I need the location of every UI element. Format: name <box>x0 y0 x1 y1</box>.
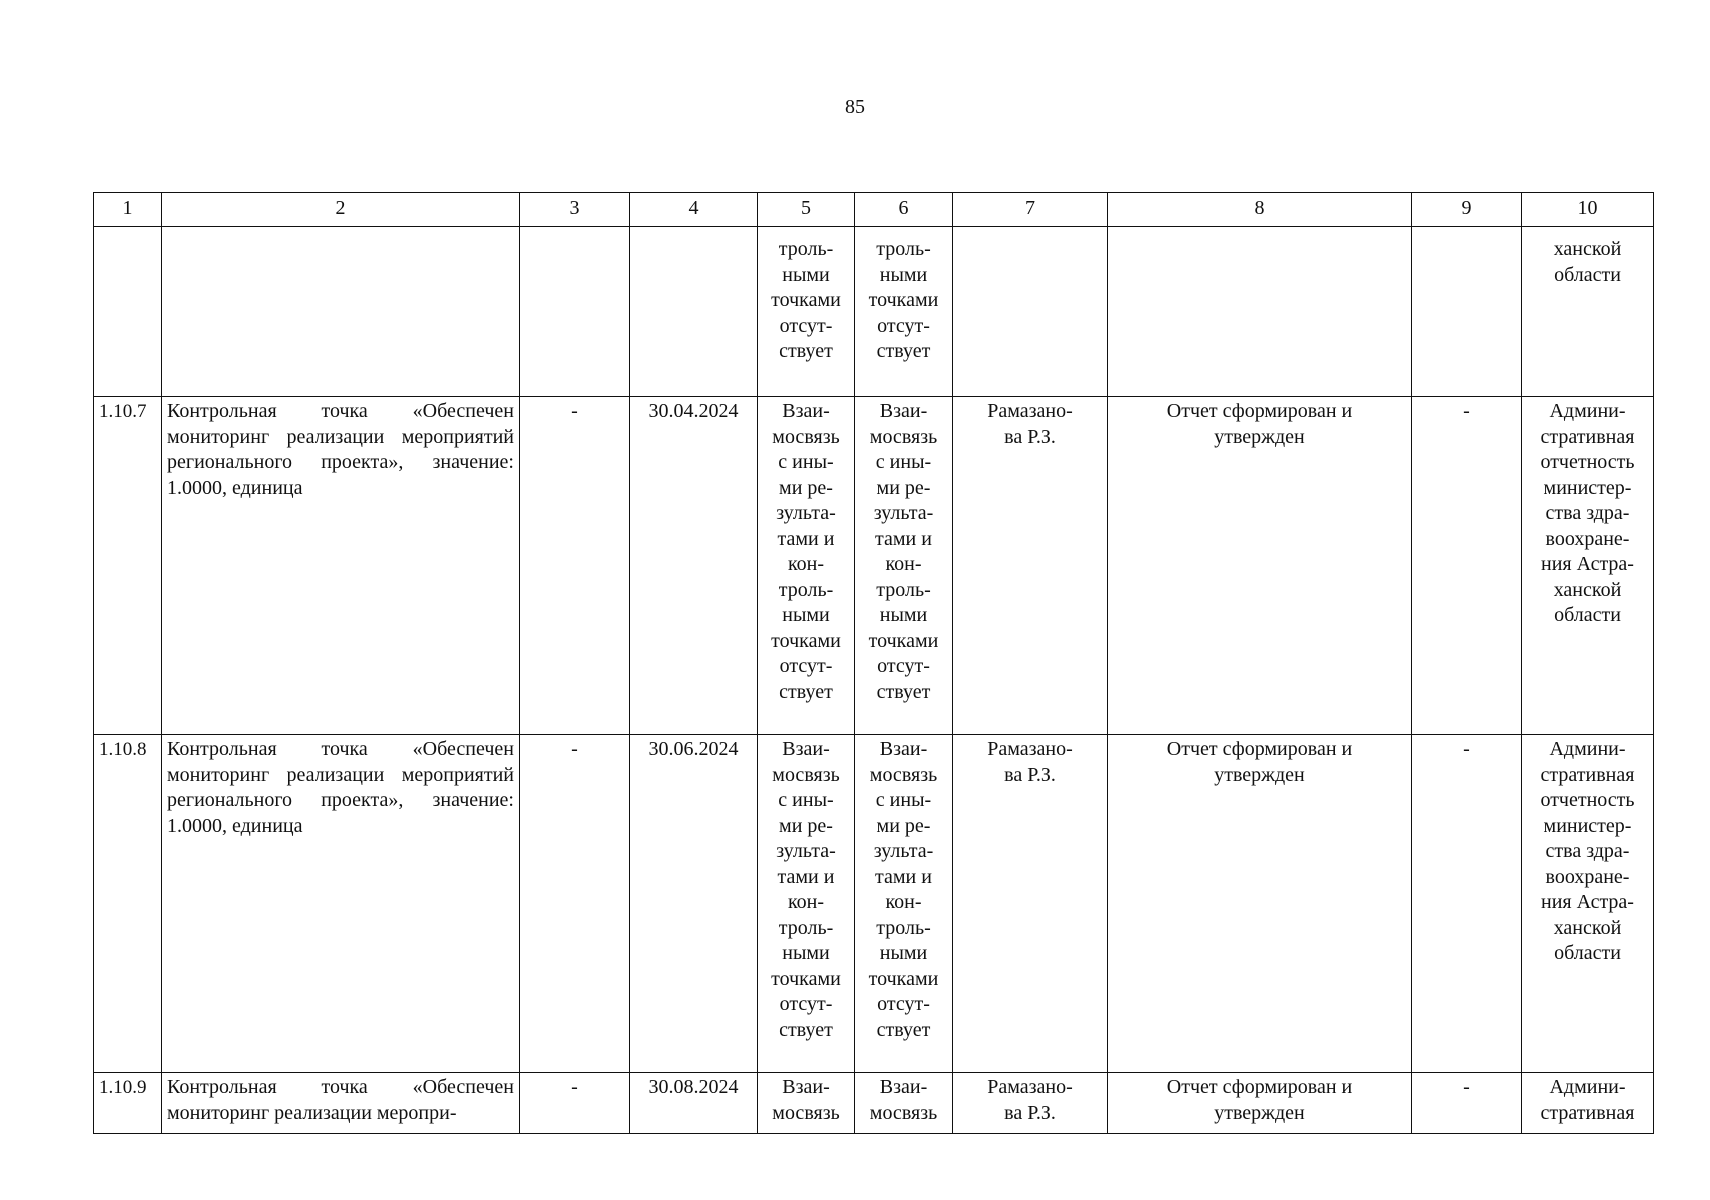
column-6-cell-text: троль- ными точками отсут- ствует <box>868 238 939 362</box>
column-5-cell-text: троль- ными точками отсут- ствует <box>771 238 841 362</box>
responsible-cell <box>953 227 1108 397</box>
column-number: 6 <box>855 193 953 227</box>
description-cell <box>162 397 520 735</box>
source-cell <box>1522 227 1654 397</box>
date-cell-text: 30.08.2024 <box>648 1076 739 1098</box>
column-6-cell <box>855 1073 953 1134</box>
result-cell <box>1108 397 1412 735</box>
description-cell <box>162 1073 520 1134</box>
description-cell <box>162 735 520 1073</box>
date-cell <box>630 397 758 735</box>
column-5-cell <box>758 227 855 397</box>
row-number-cell-text: 1.10.7 <box>99 401 147 422</box>
column-9-cell <box>1412 735 1522 1073</box>
column-number: 10 <box>1522 193 1654 227</box>
column-5-cell-text: Взаи- мосвязь <box>772 1076 840 1124</box>
column-3-cell-text: - <box>571 738 578 760</box>
column-number: 4 <box>630 193 758 227</box>
date-cell-text: 30.04.2024 <box>648 400 739 422</box>
column-6-cell <box>855 397 953 735</box>
responsible-cell-text: Рамазано- ва Р.З. <box>987 400 1073 448</box>
activity-table <box>93 192 1654 1134</box>
row-number-cell-text <box>99 229 156 237</box>
responsible-cell-text <box>958 229 1102 237</box>
description-cell-text: Контрольная точка «Обеспечен мониторинг реализации мероприятий регионального проекта», значение: 1.0000, единица <box>167 738 514 837</box>
responsible-cell <box>953 735 1108 1073</box>
source-cell <box>1522 735 1654 1073</box>
column-5-cell <box>758 397 855 735</box>
column-number: 2 <box>162 193 520 227</box>
table-row <box>94 735 1654 1073</box>
column-5-cell-text: Взаи- мосвязь с ины- ми ре- зульта- тами и кон- троль- ными точками отсут- ствует <box>771 738 841 1041</box>
source-cell <box>1522 1073 1654 1134</box>
row-number-cell <box>94 1073 162 1134</box>
responsible-cell <box>953 397 1108 735</box>
column-3-cell <box>520 735 630 1073</box>
column-3-cell <box>520 397 630 735</box>
column-3-cell-text <box>525 229 624 237</box>
description-cell-text: Контрольная точка «Обеспечен мониторинг реализации меропри- <box>167 1076 514 1124</box>
column-3-cell <box>520 1073 630 1134</box>
source-cell-text: ханской области <box>1553 238 1622 286</box>
column-9-cell <box>1412 397 1522 735</box>
responsible-cell-text: Рамазано- ва Р.З. <box>987 738 1073 786</box>
column-9-cell-text: - <box>1463 1076 1470 1098</box>
result-cell-text: Отчет сформирован и утвержден <box>1166 1076 1353 1124</box>
row-number-cell <box>94 397 162 735</box>
date-cell <box>630 1073 758 1134</box>
description-cell <box>162 227 520 397</box>
table-row <box>94 227 1654 397</box>
column-6-cell <box>855 227 953 397</box>
column-3-cell-text: - <box>571 1076 578 1098</box>
column-6-cell <box>855 735 953 1073</box>
column-6-cell-text: Взаи- мосвязь <box>869 1076 938 1124</box>
column-6-cell-text: Взаи- мосвязь с ины- ми ре- зульта- тами и кон- троль- ными точками отсут- ствует <box>868 400 939 703</box>
column-number: 8 <box>1108 193 1412 227</box>
table-row <box>94 397 1654 735</box>
column-number: 5 <box>758 193 855 227</box>
source-cell-text: Админи- стративная отчетность министер- ства здра- воохране- ния Астра- ханской области <box>1540 738 1635 964</box>
column-9-cell-text <box>1417 229 1516 237</box>
row-number-cell-text: 1.10.8 <box>99 739 147 760</box>
result-cell-text: Отчет сформирован и утвержден <box>1166 400 1353 448</box>
column-5-cell-text: Взаи- мосвязь с ины- ми ре- зульта- тами и кон- троль- ными точками отсут- ствует <box>771 400 841 703</box>
column-number: 9 <box>1412 193 1522 227</box>
page-number: 85 <box>845 96 865 118</box>
row-number-cell <box>94 735 162 1073</box>
table-row <box>94 1073 1654 1134</box>
column-3-cell <box>520 227 630 397</box>
column-3-cell-text: - <box>571 400 578 422</box>
date-cell <box>630 227 758 397</box>
column-number: 7 <box>953 193 1108 227</box>
result-cell-text <box>1113 229 1406 237</box>
source-cell-text: Админи- стративная <box>1540 1076 1635 1124</box>
source-cell <box>1522 397 1654 735</box>
description-cell-text: Контрольная точка «Обеспечен мониторинг реализации мероприятий регионального проекта», значение: 1.0000, единица <box>167 400 514 499</box>
source-cell-text: Админи- стративная отчетность министер- ства здра- воохране- ния Астра- ханской области <box>1540 400 1635 626</box>
date-cell-text: 30.06.2024 <box>648 738 739 760</box>
responsible-cell-text: Рамазано- ва Р.З. <box>987 1076 1073 1124</box>
row-number-cell-text: 1.10.9 <box>99 1077 147 1098</box>
column-5-cell <box>758 735 855 1073</box>
date-cell-text <box>635 229 752 237</box>
column-5-cell <box>758 1073 855 1134</box>
row-number-cell <box>94 227 162 397</box>
date-cell <box>630 735 758 1073</box>
column-9-cell <box>1412 227 1522 397</box>
result-cell <box>1108 227 1412 397</box>
column-6-cell-text: Взаи- мосвязь с ины- ми ре- зульта- тами и кон- троль- ными точками отсут- ствует <box>868 738 939 1041</box>
result-cell <box>1108 1073 1412 1134</box>
description-cell-text <box>167 229 514 237</box>
column-number: 1 <box>94 193 162 227</box>
column-9-cell <box>1412 1073 1522 1134</box>
column-number: 3 <box>520 193 630 227</box>
result-cell <box>1108 735 1412 1073</box>
responsible-cell <box>953 1073 1108 1134</box>
column-9-cell-text: - <box>1463 400 1470 422</box>
column-number-row <box>94 193 1654 227</box>
result-cell-text: Отчет сформирован и утвержден <box>1166 738 1353 786</box>
column-9-cell-text: - <box>1463 738 1470 760</box>
